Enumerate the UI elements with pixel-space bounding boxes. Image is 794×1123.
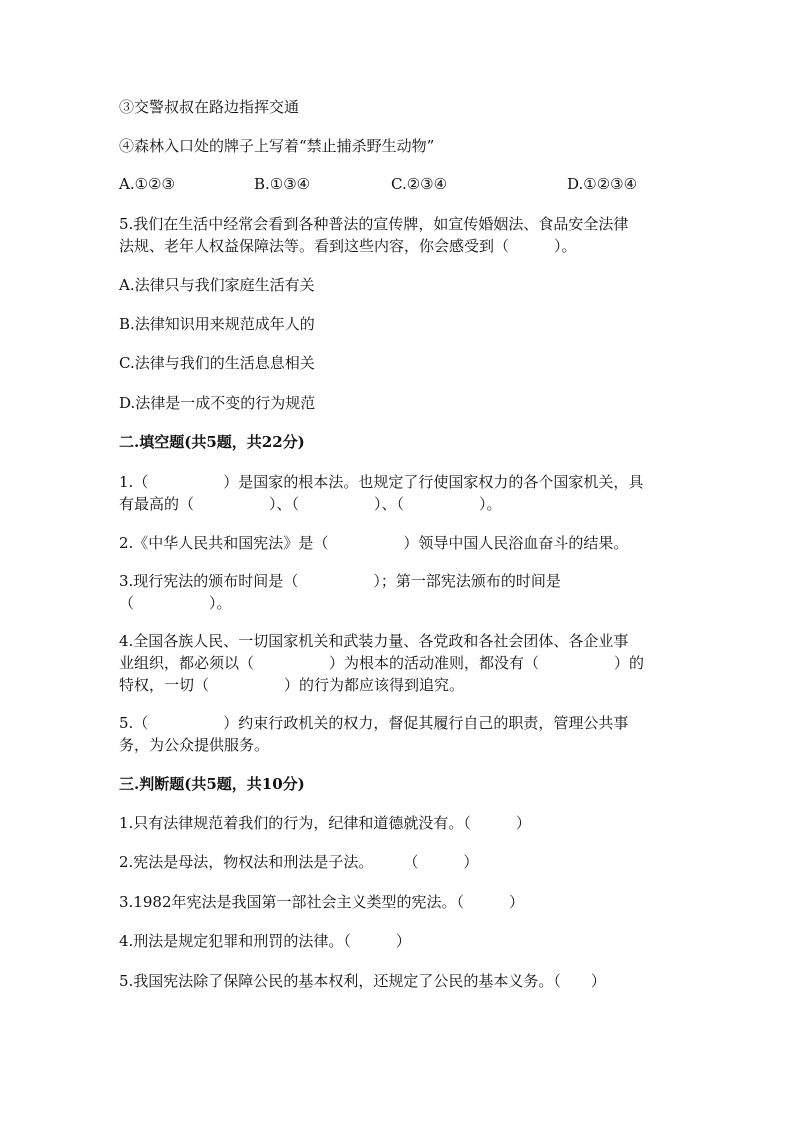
q5-option-d: D.法律是一成不变的行为规范 — [119, 394, 316, 412]
fill-4-line-3: 特权，一切（ ）的行为都应该得到追究。 — [119, 676, 465, 694]
q4-option-a: A.①②③ — [119, 175, 175, 193]
judge-4: 4.刑法是规定犯罪和刑罚的法律。（ ） — [119, 932, 411, 950]
fill-2-line-1: 2.《中华人民共和国宪法》是（ ）领导中国人民浴血奋斗的结果。 — [119, 534, 629, 552]
fill-3-line-2: （ ）。 — [119, 594, 232, 612]
judge-2: 2.宪法是母法，物权法和刑法是子法。 （ ） — [119, 853, 479, 871]
q4-option-d: D.①②③④ — [567, 175, 638, 193]
section-3-heading: 三.判断题(共5题，共10分) — [119, 775, 305, 793]
q5-option-c: C.法律与我们的生活息息相关 — [119, 354, 315, 372]
q4-item-3: ③交警叔叔在路边指挥交通 — [119, 98, 300, 116]
q5-option-b: B.法律知识用来规范成年人的 — [119, 315, 315, 333]
q4-item-4: ④森林入口处的牌子上写着“禁止捕杀野生动物” — [119, 137, 435, 155]
q5-stem-line-2: 法规、老年人权益保障法等。看到这些内容，你会感受到（ ）。 — [119, 237, 577, 255]
fill-3-line-1: 3.现行宪法的颁布时间是（ ）；第一部宪法颁布的时间是 — [119, 572, 561, 590]
fill-1-line-1: 1.（ ）是国家的根本法。也规定了行使国家权力的各个国家机关，具 — [119, 473, 644, 491]
fill-5-line-1: 5.（ ）约束行政机关的权力，督促其履行自己的职责，管理公共事 — [119, 714, 629, 732]
judge-5: 5.我国宪法除了保障公民的基本权利，还规定了公民的基本义务。（ ） — [119, 972, 606, 990]
judge-1: 1.只有法律规范着我们的行为，纪律和道德就没有。（ ） — [119, 814, 531, 832]
fill-4-line-1: 4.全国各族人民、一切国家机关和武装力量、各党政和各社会团体、各企业事 — [119, 632, 629, 650]
fill-4-line-2: 业组织，都必须以（ ）为根本的活动准则，都没有（ ）的 — [119, 654, 645, 672]
fill-5-line-2: 务，为公众提供服务。 — [119, 736, 270, 754]
q5-stem-line-1: 5.我们在生活中经常会看到各种普法的宣传牌，如宣传婚姻法、食品安全法律 — [119, 215, 629, 233]
q4-option-c: C.②③④ — [391, 175, 448, 193]
fill-1-line-2: 有最高的（ ）、（ ）、（ ）。 — [119, 495, 502, 513]
q5-option-a: A.法律只与我们家庭生活有关 — [119, 276, 315, 294]
section-2-heading: 二.填空题(共5题，共22分) — [119, 433, 305, 451]
q4-option-b: B.①③④ — [254, 175, 311, 193]
judge-3: 3.1982年宪法是我国第一部社会主义类型的宪法。（ ） — [119, 893, 524, 911]
